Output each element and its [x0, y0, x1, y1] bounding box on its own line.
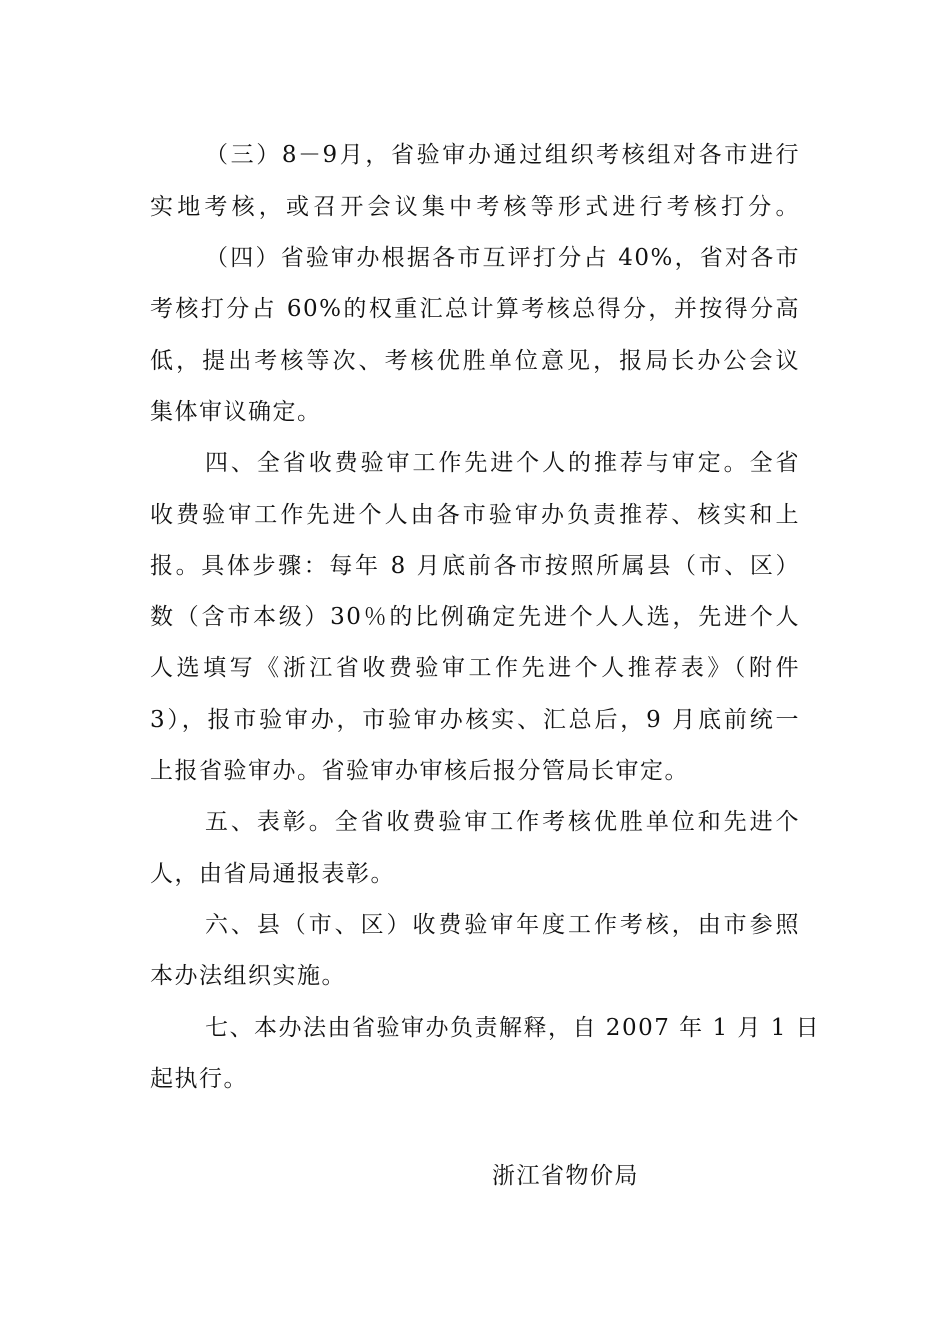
paragraph-3-line-2: 实地考核，或召开会议集中考核等形式进行考核打分。	[150, 194, 800, 220]
section-4-line-7: 上报省验审办。省验审办审核后报分管局长审定。	[150, 758, 689, 784]
section-4-line-5: 人选填写《浙江省收费验审工作先进个人推荐表》（附件	[150, 655, 800, 681]
paragraph-3-line-1: （三）8－9月，省验审办通过组织考核组对各市进行	[205, 142, 800, 168]
section-4-line-1: 四、全省收费验审工作先进个人的推荐与审定。全省	[205, 450, 800, 476]
section-7-line-2: 起执行。	[150, 1066, 248, 1092]
section-6-line-2: 本办法组织实施。	[150, 963, 346, 989]
paragraph-4-line-4: 集体审议确定。	[150, 399, 322, 425]
section-5-line-1: 五、表彰。全省收费验审工作考核优胜单位和先进个	[205, 809, 800, 835]
section-7-line-1: 七、本办法由省验审办负责解释，自 2007 年 1 月 1 日	[205, 1015, 821, 1041]
paragraph-4-line-2: 考核打分占 60%的权重汇总计算考核总得分，并按得分高	[150, 296, 800, 322]
section-4-line-3: 报。具体步骤：每年 8 月底前各市按照所属县（市、区）	[150, 553, 800, 579]
section-5-line-2: 人，由省局通报表彰。	[150, 861, 395, 887]
section-4-line-2: 收费验审工作先进个人由各市验审办负责推荐、核实和上	[150, 502, 800, 528]
section-6-line-1: 六、县（市、区）收费验审年度工作考核，由市参照	[205, 912, 800, 938]
paragraph-4-line-3: 低，提出考核等次、考核优胜单位意见，报局长办公会议	[150, 348, 800, 374]
section-4-line-4: 数（含市本级）30％的比例确定先进个人人选，先进个人	[150, 604, 800, 630]
section-4-line-6: 3），报市验审办，市验审办核实、汇总后，9 月底前统一	[150, 707, 800, 733]
paragraph-4-line-1: （四）省验审办根据各市互评打分占 40%，省对各市	[205, 245, 800, 271]
issuer-signature: 浙江省物价局	[492, 1163, 639, 1189]
